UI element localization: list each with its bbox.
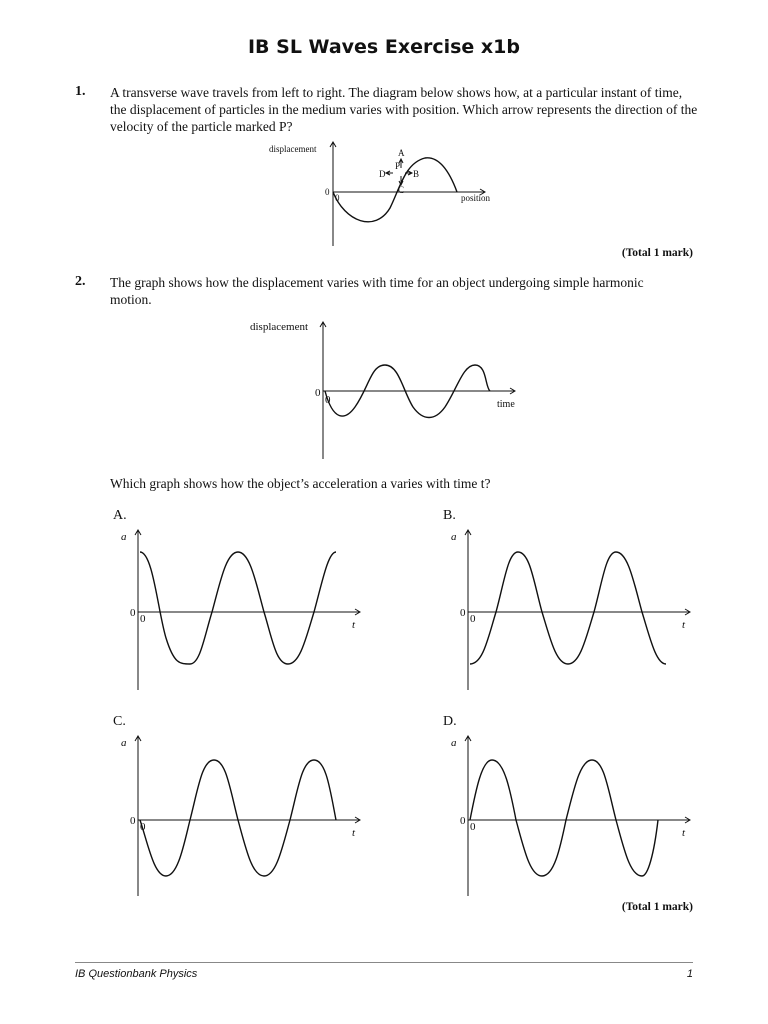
option-C-origin-2: 0 xyxy=(140,821,146,833)
q2-ylabel: displacement xyxy=(250,321,309,333)
q2-xlabel: time xyxy=(497,399,515,410)
option-A-xlabel: t xyxy=(352,619,356,631)
q1-xlabel: position xyxy=(461,193,491,203)
footer-divider xyxy=(75,962,693,963)
question-1-number: 1. xyxy=(75,84,86,99)
option-B-letter: B. xyxy=(443,508,456,523)
q1-total: (Total 1 mark) xyxy=(621,247,693,259)
option-C-xlabel: t xyxy=(352,827,356,839)
label-D: D xyxy=(379,169,386,179)
q2-origin-2: 0 xyxy=(325,394,331,406)
label-C: C xyxy=(398,185,405,195)
option-C-curve xyxy=(140,760,336,876)
q1-origin-2: 0 xyxy=(335,193,340,203)
option-A-origin-2: 0 xyxy=(140,613,146,625)
option-C-letter: C. xyxy=(113,714,126,729)
label-B: B xyxy=(413,169,420,179)
option-B-origin-2: 0 xyxy=(470,613,476,625)
option-D-ylabel: a xyxy=(451,737,457,749)
q2-total: (Total 1 mark) xyxy=(621,901,693,913)
option-B-ylabel: a xyxy=(451,531,457,543)
question-2-number: 2. xyxy=(75,274,86,289)
q1-origin: 0 xyxy=(325,187,330,197)
option-C-ylabel: a xyxy=(121,737,127,749)
q2-origin: 0 xyxy=(315,387,321,399)
option-A-curve xyxy=(140,552,336,664)
option-D-curve xyxy=(470,760,658,876)
option-D-xlabel: t xyxy=(682,827,686,839)
q1-ylabel: displacement xyxy=(269,144,317,154)
question-1-text: A transverse wave travels from left to right. The diagram below shows how, at a particular instant of time, the displacement of particles in the medium varies with position. Which arrow represents the direction of the velocity of the particle marked P? xyxy=(110,85,698,134)
label-A: A xyxy=(398,148,405,158)
page-title: IB SL Waves Exercise x1b xyxy=(247,36,521,58)
option-D-origin-2: 0 xyxy=(470,821,476,833)
option-B-curve xyxy=(470,552,666,664)
option-A-letter: A. xyxy=(113,508,127,523)
option-D-origin: 0 xyxy=(460,815,466,827)
option-A-ylabel: a xyxy=(121,531,127,543)
q2-displacement-graph xyxy=(245,317,535,462)
option-C-origin: 0 xyxy=(130,815,136,827)
label-P: P xyxy=(395,161,401,171)
option-D-letter: D. xyxy=(443,714,457,729)
page-number: 1 xyxy=(686,968,693,980)
option-D-graph xyxy=(448,734,698,899)
option-B-graph xyxy=(448,528,698,693)
footer-source: IB Questionbank Physics xyxy=(75,968,198,980)
option-C-graph xyxy=(118,734,368,899)
option-A-graph xyxy=(118,528,368,693)
option-B-xlabel: t xyxy=(682,619,686,631)
q1-wave-diagram xyxy=(265,138,505,250)
question-2-text: The graph shows how the displacement varies with time for an object undergoing simple harmonic motion. xyxy=(110,275,644,307)
option-B-origin: 0 xyxy=(460,607,466,619)
q2-sub-question: Which graph shows how the object’s acceleration a varies with time t? xyxy=(110,476,491,491)
option-A-origin: 0 xyxy=(130,607,136,619)
